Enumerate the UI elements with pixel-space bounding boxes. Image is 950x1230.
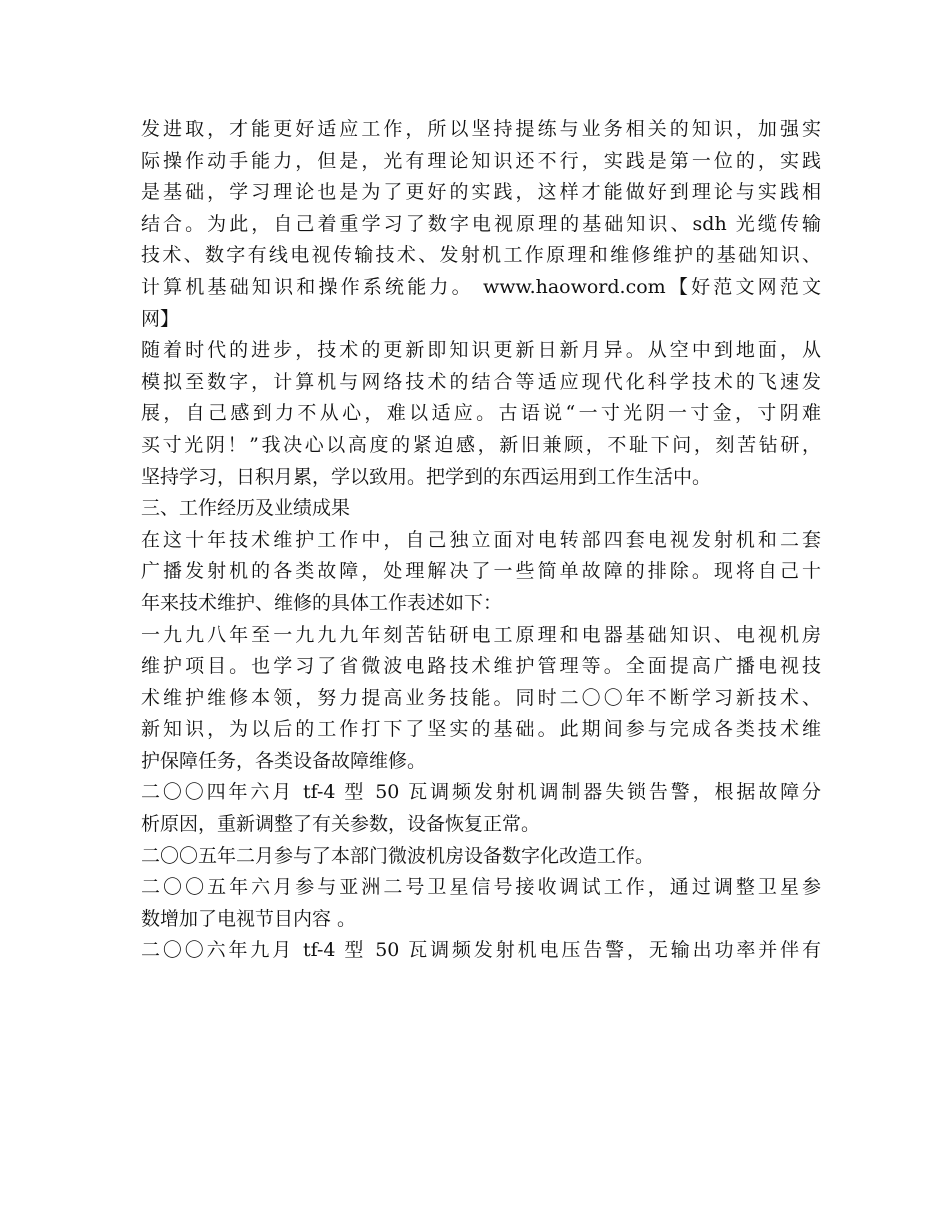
- paragraph-line: 术维护维修本领，努力提高业务技能。同时二〇〇年不断学习新技术、: [141, 686, 821, 709]
- paragraph-line: 维护项目。也学习了省微波电路技术维护管理等。全面提高广播电视技: [141, 655, 821, 678]
- paragraph-line: 发进取，才能更好适应工作，所以坚持提练与业务相关的知识，加强实: [141, 118, 821, 140]
- paragraph-line: 广播发射机的各类故障，处理解决了一些简单故障的排除。现将自己十: [141, 560, 821, 583]
- paragraph-line: 计算机基础知识和操作系统能力。 www.haoword.com【好范文网范文: [141, 275, 821, 298]
- paragraph-line: 际操作动手能力，但是，光有理论知识还不行，实践是第一位的，实践: [141, 149, 821, 172]
- paragraph-line: 析原因，重新调整了有关参数，设备恢复正常。: [141, 813, 541, 836]
- paragraph-line: 一九九八年至一九九九年刻苦钻研电工原理和电器基础知识、电视机房: [141, 623, 821, 646]
- paragraph-line: 展，自己感到力不从心，难以适应。古语说“一寸光阴一寸金，寸阴难: [141, 402, 821, 425]
- paragraph-line: 护保障任务，各类设备故障维修。: [141, 749, 427, 772]
- paragraph-line: 买寸光阴！”我决心以高度的紧迫感，新旧兼顾，不耻下问，刻苦钻研，: [141, 433, 821, 456]
- paragraph-line: 二〇〇四年六月 tf-4 型 50 瓦调频发射机调制器失锁告警，根据故障分: [141, 781, 821, 804]
- document-body: [141, 114, 821, 967]
- paragraph-line: 二〇〇五年六月参与亚洲二号卫星信号接收调试工作，通过调整卫星参: [141, 876, 821, 899]
- paragraph-line: 结合。为此，自己着重学习了数字电视原理的基础知识、sdh 光缆传输: [141, 212, 821, 235]
- paragraph-line: 二〇〇五年二月参与了本部门微波机房设备数字化改造工作。: [141, 844, 655, 867]
- paragraph-line: 二〇〇六年九月 tf-4 型 50 瓦调频发射机电压告警，无输出功率并伴有: [141, 939, 821, 962]
- paragraph-line: 网】: [141, 307, 180, 330]
- paragraph-line: 技术、数字有线电视传输技术、发射机工作原理和维修维护的基础知识、: [141, 244, 821, 267]
- paragraph-line: 坚持学习，日积月累，学以致用。把学到的东西运用到工作生活中。: [141, 465, 712, 488]
- paragraph-line: 年来技术维护、维修的具体工作表述如下：: [141, 591, 503, 614]
- paragraph-line: 数增加了电视节目内容 。: [141, 907, 357, 930]
- paragraph-line: 是基础，学习理论也是为了更好的实践，这样才能做好到理论与实践相: [141, 181, 821, 204]
- paragraph-line: 新知识，为以后的工作打下了坚实的基础。此期间参与完成各类技术维: [141, 718, 821, 741]
- paragraph-line: 随着时代的进步，技术的更新即知识更新日新月异。从空中到地面，从: [141, 339, 821, 362]
- paragraph-line: 在这十年技术维护工作中，自己独立面对电转部四套电视发射机和二套: [141, 528, 821, 551]
- paragraph-line: 模拟至数字，计算机与网络技术的结合等适应现代化科学技术的飞速发: [141, 370, 821, 393]
- paragraph-line: 三、工作经历及业绩成果: [141, 497, 351, 520]
